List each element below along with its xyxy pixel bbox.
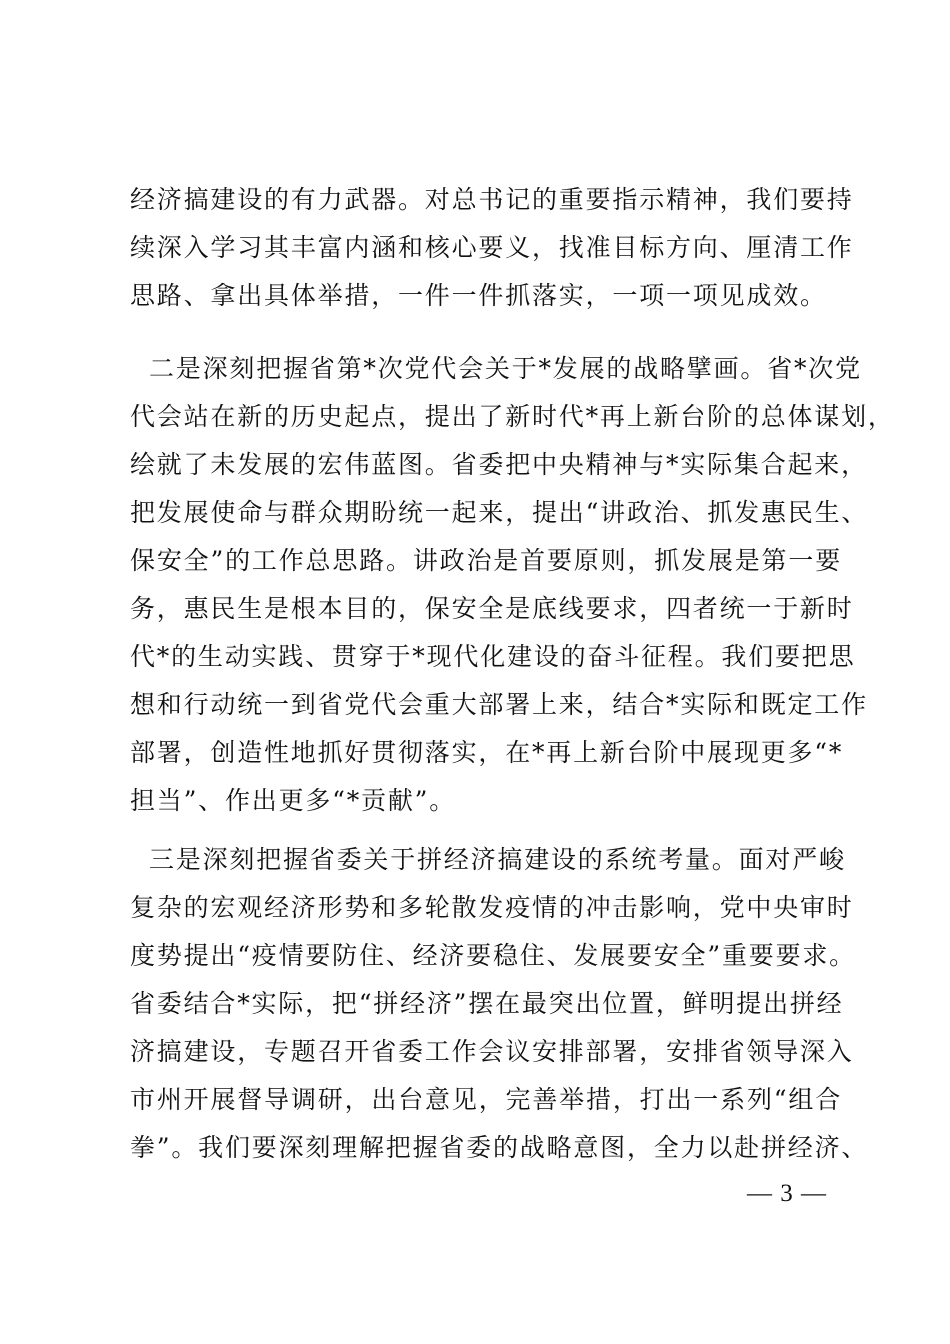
paragraph-line: 保安全”的工作总思路。讲政治是首要原则，抓发展是第一要 <box>130 546 842 575</box>
page-number: — 3 — <box>747 1180 827 1207</box>
paragraph-line: 经济搞建设的有力武器。对总书记的重要指示精神，我们要持 <box>130 185 854 214</box>
paragraph-line: 二是深刻把握省第*次党代会关于*发展的战略擘画。省*次党 <box>149 354 862 383</box>
paragraph-line: 务，惠民生是根本目的，保安全是底线要求，四者统一于新时 <box>130 594 854 623</box>
paragraph-line: 把发展使命与群众期盼统一起来，提出“讲政治、抓发惠民生、 <box>130 498 869 527</box>
paragraph-line: 济搞建设，专题召开省委工作会议安排部署，安排省领导深入 <box>130 1037 854 1066</box>
paragraph-line: 思路、拿出具体举措，一件一件抓落实，一项一项见成效。 <box>130 281 827 310</box>
paragraph-line: 代会站在新的历史起点，提出了新时代*再上新台阶的总体谋划， <box>130 402 895 431</box>
paragraph-line: 续深入学习其丰富内涵和核心要义，找准目标方向、厘清工作 <box>130 233 854 262</box>
paragraph-line: 三是深刻把握省委关于拼经济搞建设的系统考量。面对严峻 <box>149 845 846 874</box>
paragraph-line: 省委结合*实际，把“拼经济”摆在最突出位置，鲜明提出拼经 <box>130 989 844 1018</box>
paragraph-line: 部署，创造性地抓好贯彻落实，在*再上新台阶中展现更多“* <box>130 738 844 767</box>
paragraph-line: 绘就了未发展的宏伟蓝图。省委把中央精神与*实际集合起来， <box>130 450 868 479</box>
paragraph-3 <box>130 836 869 1172</box>
paragraph-line: 拳”。我们要深刻理解把握省委的战略意图，全力以赴拼经济、 <box>130 1133 869 1162</box>
paragraph-line: 市州开展督导调研，出台意见，完善举措，打出一系列“组合 <box>130 1085 842 1114</box>
paragraph-line: 担当”、作出更多“*贡献”。 <box>130 786 457 815</box>
paragraph-1 <box>130 176 854 320</box>
paragraph-line: 代*的生动实践、贯穿于*现代化建设的奋斗征程。我们要把思 <box>130 642 856 671</box>
paragraph-line: 度势提出“疫情要防住、经济要稳住、发展要安全”重要要求。 <box>130 941 856 970</box>
paragraph-line: 想和行动统一到省党代会重大部署上来，结合*实际和既定工作 <box>130 690 868 719</box>
paragraph-line: 复杂的宏观经济形势和多轮散发疫情的冲击影响，党中央审时 <box>130 893 854 922</box>
paragraph-2 <box>130 345 895 825</box>
